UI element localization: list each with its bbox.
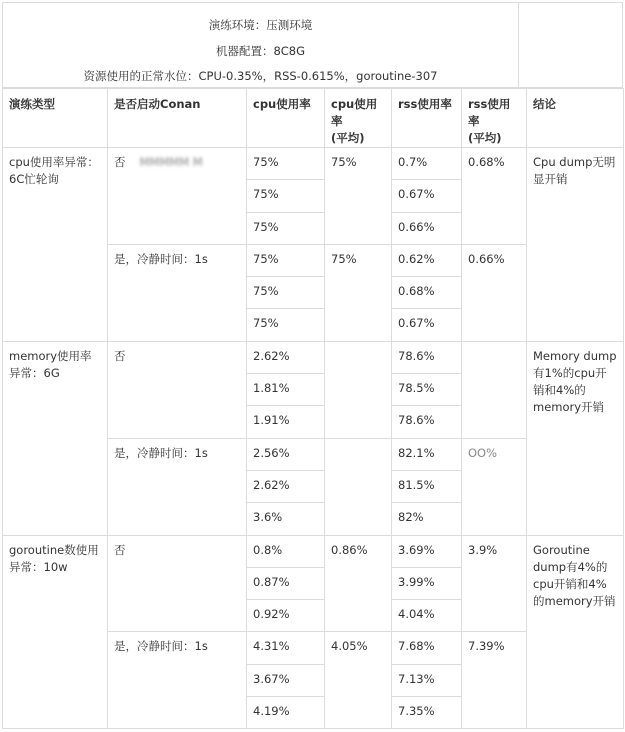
baseline-text: 资源使用的正常水位：CPU-0.35%，RSS-0.615%，goroutine-307 xyxy=(83,69,438,83)
rss-value-cell: 7.13% xyxy=(392,664,462,696)
cpu-value-cell: 0.92% xyxy=(247,600,325,632)
cpu-value-cell: 75% xyxy=(247,244,325,276)
rss-value-cell: 78.5% xyxy=(392,374,462,406)
table-row xyxy=(3,341,624,373)
col-header-rss: rss使用率 xyxy=(392,89,462,148)
rss-value-cell: 81.5% xyxy=(392,470,462,502)
conan-label: 否 xyxy=(114,348,126,363)
env-text: 演练环境：压测环境 xyxy=(208,18,313,32)
cpu-value-cell: 0.87% xyxy=(247,567,325,599)
cpu-value-cell: 3.67% xyxy=(247,664,325,696)
table-header-block xyxy=(2,2,519,88)
rss-value-cell: 0.67% xyxy=(392,309,462,341)
col-header-rss-avg: rss使用率 (平均) xyxy=(462,89,527,148)
table-row xyxy=(3,148,624,180)
rss-value-cell: 0.66% xyxy=(392,212,462,244)
conan-label: 否 xyxy=(114,542,126,557)
conan-label: 否 xyxy=(114,155,126,169)
cpu-avg-cell: 0.86% xyxy=(325,535,392,632)
rss-avg-cell: 3.9% xyxy=(462,535,527,632)
rss-avg-cell: 0.66% xyxy=(462,244,527,341)
table-row xyxy=(3,535,624,567)
cpu-value-cell: 0.8% xyxy=(247,535,325,567)
drill-type-cell: memory使用率异常：6G xyxy=(3,341,108,535)
conan-label: 是，冷静时间：1s xyxy=(114,639,208,654)
cpu-value-cell: 75% xyxy=(247,212,325,244)
col-header-conan: 是否启动Conan xyxy=(108,89,247,148)
cpu-avg-cell xyxy=(325,438,392,535)
col-header-cpu: cpu使用率 xyxy=(247,89,325,148)
col-header-cpu-avg: cpu使用率 (平均) xyxy=(325,89,392,148)
conan-cell xyxy=(108,535,247,632)
cpu-value-cell: 75% xyxy=(247,148,325,180)
cpu-value-cell: 4.31% xyxy=(247,632,325,664)
cpu-value-cell: 2.56% xyxy=(247,438,325,470)
rss-avg-cell xyxy=(462,341,527,438)
conan-cell xyxy=(108,438,247,535)
cpu-value-cell: 75% xyxy=(247,277,325,309)
conan-cell xyxy=(108,244,247,341)
results-table xyxy=(2,88,624,729)
cpu-avg-cell xyxy=(325,341,392,438)
rss-value-cell: 82.1% xyxy=(392,438,462,470)
rss-value-cell: 7.35% xyxy=(392,697,462,729)
cpu-value-cell: 3.6% xyxy=(247,503,325,535)
rss-value-cell: 7.68% xyxy=(392,632,462,664)
cpu-value-cell: 1.81% xyxy=(247,374,325,406)
cpu-avg-cell: 75% xyxy=(325,148,392,245)
cpu-avg-cell: 75% xyxy=(325,244,392,341)
col-header-type: 演练类型 xyxy=(3,89,108,148)
rss-avg-cell: 7.39% xyxy=(462,632,527,729)
rss-value-cell: 0.62% xyxy=(392,244,462,276)
rss-value-cell: 82% xyxy=(392,503,462,535)
conan-cell xyxy=(108,632,247,729)
header-empty-cell xyxy=(519,2,623,88)
rss-value-cell: 78.6% xyxy=(392,341,462,373)
rss-value-cell: 3.99% xyxy=(392,567,462,599)
rss-value-cell: 0.7% xyxy=(392,148,462,180)
conclusion-cell: Memory dump有1%的cpu开销和4%的memory开销 xyxy=(527,341,624,535)
rss-value-cell: 3.69% xyxy=(392,535,462,567)
col-header-conclusion: 结论 xyxy=(527,89,624,148)
cpu-value-cell: 4.19% xyxy=(247,697,325,729)
rss-value-cell: 78.6% xyxy=(392,406,462,438)
machine-text: 机器配置：8C8G xyxy=(215,44,306,58)
cpu-value-cell: 2.62% xyxy=(247,470,325,502)
drill-type-cell: goroutine数使用异常：10w xyxy=(3,535,108,729)
conan-label: 是，冷静时间：1s xyxy=(114,445,208,460)
conclusion-cell: Cpu dump无明显开销 xyxy=(527,148,624,342)
conan-label: 是，冷静时间：1s xyxy=(114,251,208,266)
column-header-row xyxy=(3,89,624,148)
rss-value-cell: 4.04% xyxy=(392,600,462,632)
cpu-value-cell: 2.62% xyxy=(247,341,325,373)
rss-avg-cell: 0.68% xyxy=(462,148,527,245)
drill-type-cell: cpu使用率异常：6C忙轮询 xyxy=(3,148,108,342)
conan-cell xyxy=(108,148,247,245)
cpu-value-cell: 75% xyxy=(247,180,325,212)
rss-value-cell: 0.67% xyxy=(392,180,462,212)
blurred-text: MMMMM M xyxy=(139,155,203,169)
conan-cell xyxy=(108,341,247,438)
conclusion-cell: Goroutine dump有4%的cpu开销和4%的memory开销 xyxy=(527,535,624,729)
cpu-avg-cell: 4.05% xyxy=(325,632,392,729)
cpu-value-cell: 75% xyxy=(247,309,325,341)
rss-value-cell: 0.68% xyxy=(392,277,462,309)
rss-avg-cell: OO% xyxy=(462,438,527,535)
cpu-value-cell: 1.91% xyxy=(247,406,325,438)
